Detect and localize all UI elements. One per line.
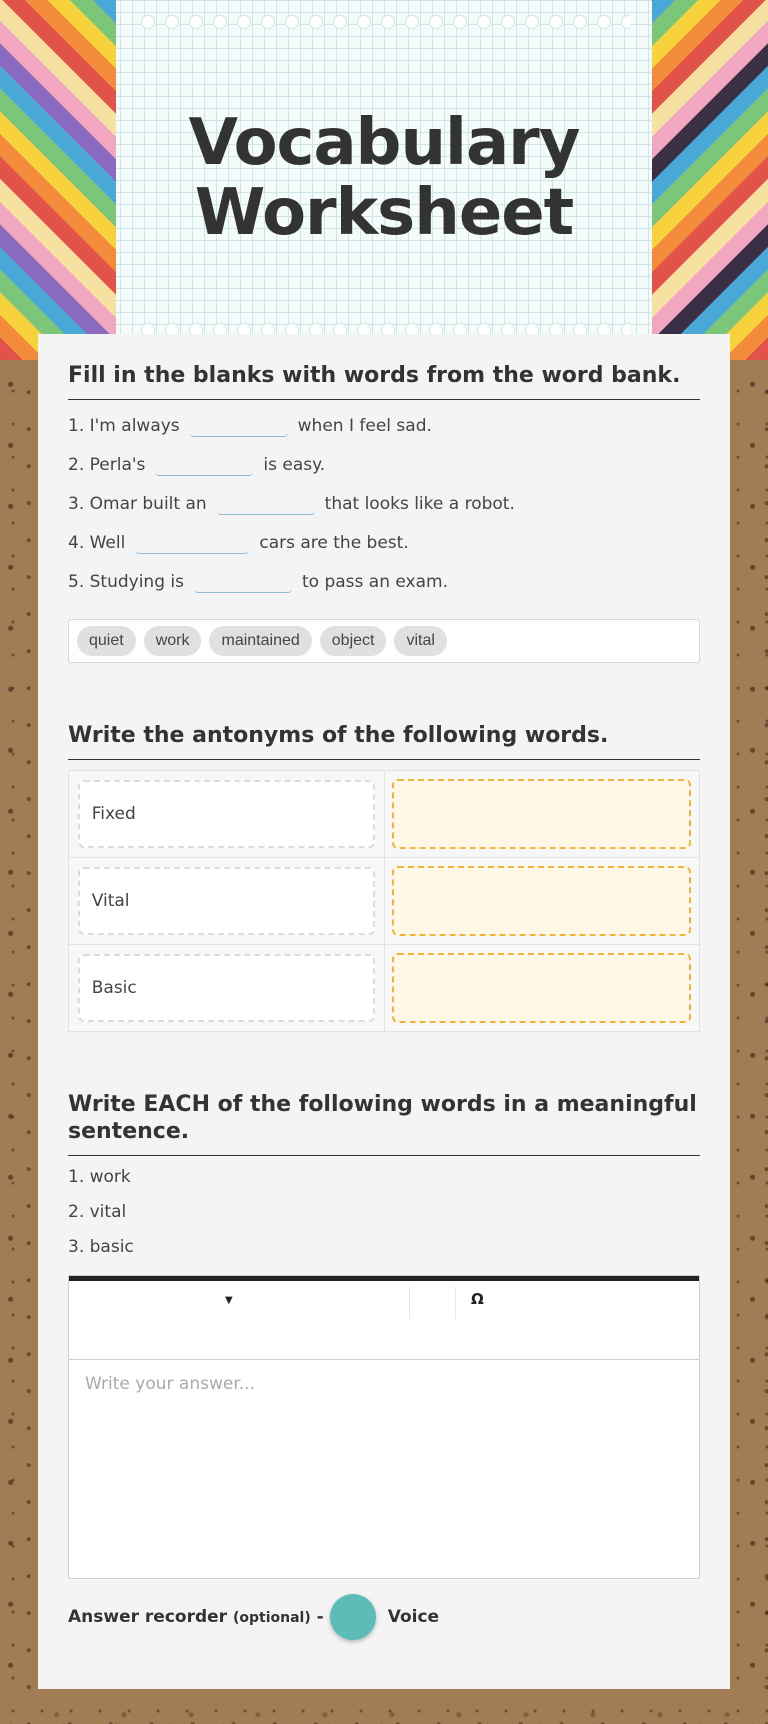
question-text: 1. I'm always [68,415,180,436]
question-text: 5. Studying is [68,571,184,592]
antonym-table [68,770,700,1032]
blank-input[interactable] [190,414,288,437]
word-chip-maintained[interactable]: maintained [209,626,311,656]
antonyms-section [68,722,700,1032]
special-character-button[interactable]: Ω [471,1290,484,1308]
recorder-optional: (optional) [232,1610,311,1626]
recorder-label [68,1607,324,1627]
antonym-word: Basic [78,954,375,1022]
editor-toolbar [69,1276,699,1360]
recorder-dash: - [310,1607,324,1627]
blank-input[interactable] [155,453,253,476]
section-heading: Fill in the blanks with words from the word bank. [68,362,700,400]
recorder-label-text: Answer recorder [68,1607,228,1627]
section-heading: Write the antonyms of the following words. [68,722,700,760]
toolbar-divider [409,1287,410,1319]
question-1 [68,406,700,445]
list-item: 3. basic [68,1237,134,1257]
question-text: 3. Omar built an [68,493,207,514]
caret-down-icon: ▼ [225,1295,233,1306]
blank-input[interactable] [194,570,292,593]
chevron-pattern-left [0,0,116,360]
word-bank [68,619,700,663]
antonym-drop-cell [385,945,700,1031]
sentences-section [68,1091,700,1641]
title-line-2: Worksheet [194,176,574,250]
voice-label[interactable]: Voice [387,1607,440,1627]
question-4 [68,523,700,562]
notebook-holes-top [140,14,630,30]
rich-text-editor [68,1275,700,1579]
antonym-drop-cell [385,771,700,857]
fill-blanks-section [68,362,700,663]
answer-textarea[interactable]: Write your answer... [85,1374,255,1394]
question-3 [68,484,700,523]
worksheet-header [0,0,768,360]
toolbar-divider [455,1287,456,1319]
question-text: 2. Perla's [68,454,146,475]
question-text: cars are the best. [259,532,409,553]
question-text: when I feel sad. [297,415,432,436]
worksheet-card [38,334,730,1689]
word-chip-object[interactable]: object [320,626,387,656]
record-button[interactable] [330,1594,376,1640]
antonym-word-cell [69,771,385,857]
word-chip-vital[interactable]: vital [394,626,446,656]
question-5 [68,562,700,601]
question-text: 4. Well [68,532,126,553]
antonym-word: Vital [78,867,375,935]
answer-drop-zone[interactable] [392,953,691,1023]
question-text: is easy. [263,454,326,475]
answer-drop-zone[interactable] [392,779,691,849]
chevron-pattern-right [652,0,768,360]
question-2 [68,445,700,484]
antonym-row [69,945,699,1031]
antonym-row [69,771,699,858]
word-chip-quiet[interactable]: quiet [77,626,136,656]
word-chip-work[interactable]: work [144,626,202,656]
blank-input[interactable] [135,531,249,554]
format-dropdown[interactable] [69,1281,409,1321]
list-item: 2. vital [68,1202,127,1222]
antonym-word-cell [69,945,385,1031]
antonym-word-cell [69,858,385,944]
answer-drop-zone[interactable] [392,866,691,936]
answer-recorder [68,1593,700,1641]
list-item: 1. work [68,1167,131,1187]
title-line-1: Vocabulary [188,106,580,180]
page-title [116,108,652,248]
antonym-word: Fixed [78,780,375,848]
blank-input[interactable] [217,492,315,515]
antonym-row [69,858,699,945]
section-heading: Write EACH of the following words in a meaningful sentence. [68,1091,700,1156]
antonym-drop-cell [385,858,700,944]
question-text: to pass an exam. [301,571,448,592]
question-text: that looks like a robot. [324,493,515,514]
